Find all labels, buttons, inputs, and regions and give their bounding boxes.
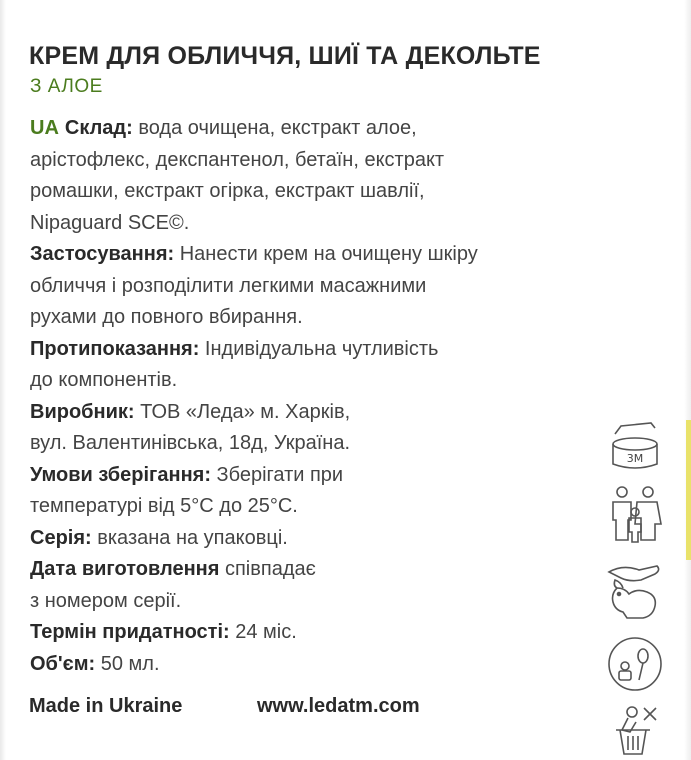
recycle-bin-icon xyxy=(610,704,662,758)
contra-text-1: Індивідуальна чутливість xyxy=(199,337,439,360)
maker-text-2: вул. Валентинівська, 18д, Україна. xyxy=(30,432,351,454)
contra-text-2: до компонентів. xyxy=(30,369,178,391)
volume-line xyxy=(30,649,610,681)
volume-text: 50 мл. xyxy=(95,652,160,675)
usage-text-3: рухами до повного вбирання. xyxy=(30,306,303,328)
jar-3m-icon xyxy=(607,418,663,474)
mfg-date-text-1: співпадає xyxy=(219,558,316,580)
usage-text-2: обличчя і розподілити легкими масажними xyxy=(30,274,427,297)
storage-text-1: Зберігати при xyxy=(210,463,344,486)
website-text: www.ledatm.com xyxy=(257,695,420,717)
language-tag: UA xyxy=(30,117,59,139)
product-info xyxy=(30,113,610,680)
composition-label: Склад: xyxy=(64,117,133,139)
storage-line-1 xyxy=(30,460,610,492)
mfg-date-text-2: з номером серії. xyxy=(30,589,182,612)
usage-text-1: Нанести крем на очищену шкіру xyxy=(174,243,478,265)
usage-line-1 xyxy=(30,239,610,271)
volume-label: Об'єм: xyxy=(30,652,96,675)
series-text: вказана на упаковці. xyxy=(91,526,288,549)
mfg-date-line-1 xyxy=(30,554,610,586)
contra-line-1 xyxy=(30,334,610,366)
storage-text-2: температурі від 5°С до 25°С. xyxy=(30,495,298,517)
shelf-life-line xyxy=(30,617,610,649)
shelf-life-text: 24 міс. xyxy=(229,621,297,643)
composition-text-3: ромашки, екстракт огірка, екстракт шавлії, xyxy=(30,180,425,202)
maker-label: Виробник: xyxy=(30,400,135,423)
side-accent-bar xyxy=(686,420,691,560)
product-subtitle: З АЛОЕ xyxy=(30,76,103,97)
no-animal-testing-icon xyxy=(603,558,665,622)
storage-label: Умови зберігання: xyxy=(30,463,211,486)
made-in-text: Made in Ukraine xyxy=(29,695,183,717)
series-label: Серія: xyxy=(30,526,92,549)
usage-label: Застосування: xyxy=(30,243,175,265)
series-line xyxy=(30,523,610,555)
family-icon xyxy=(607,484,663,544)
contra-label: Протипоказання: xyxy=(30,337,200,360)
composition-text-4: Nipaguard SCE©. xyxy=(30,211,190,234)
composition-line-1 xyxy=(30,113,610,145)
product-title: КРЕМ ДЛЯ ОБЛИЧЧЯ, ШИЇ ТА ДЕКОЛЬТЕ xyxy=(29,42,541,70)
mfg-date-label: Дата виготовлення xyxy=(30,558,220,580)
maker-line-1 xyxy=(30,397,610,429)
maker-text-1: ТОВ «Леда» м. Харків, xyxy=(134,400,351,423)
composition-text-2: арістофлекс, декспантенол, бетаїн, екстракт xyxy=(30,148,445,171)
composition-text-1: вода очищена, екстракт алое, xyxy=(132,117,417,139)
shelf-life-label: Термін придатності: xyxy=(30,621,230,643)
cosmetic-icon xyxy=(607,636,663,692)
pao-label: 3M xyxy=(626,452,644,465)
